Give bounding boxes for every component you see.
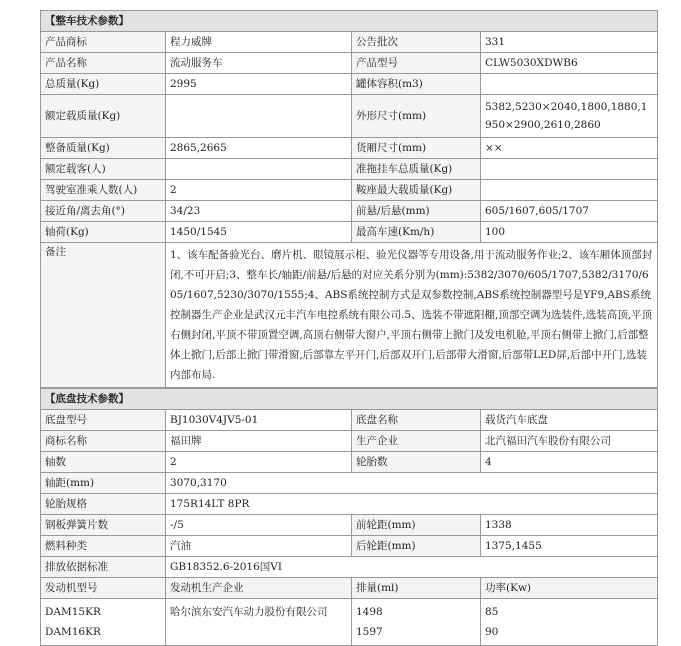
product-name-value: 流动服务车 xyxy=(166,53,352,74)
total-mass-value: 2995 xyxy=(166,74,352,95)
product-name-label: 产品名称 xyxy=(41,53,166,74)
cab-passengers-label: 驾驶室准乘人数(人) xyxy=(41,180,166,201)
notes-label: 备注 xyxy=(41,243,166,388)
chassis-section-title: 【底盘技术参数】 xyxy=(41,389,658,410)
front-track-label: 前轮距(mm) xyxy=(352,515,481,536)
chassis-name-value: 载货汽车底盘 xyxy=(481,410,658,431)
dimensions-value: 5382,5230×2040,1800,1880,1950×2900,2610,2860 xyxy=(481,95,658,138)
engine-models-cell xyxy=(41,599,166,646)
emission-value: GB18352.6-2016国VI xyxy=(166,557,658,578)
approach-departure-value: 34/23 xyxy=(166,201,352,222)
emission-label: 排放依据标准 xyxy=(41,557,166,578)
power-value: 85 xyxy=(485,606,499,618)
tire-count-value: 4 xyxy=(481,452,658,473)
chassis-maker-value: 北汽福田汽车股份有限公司 xyxy=(481,431,658,452)
rated-load-value xyxy=(166,95,352,138)
cargo-dims-label: 货厢尺寸(mm) xyxy=(352,138,481,159)
dimensions-label: 外形尺寸(mm) xyxy=(352,95,481,138)
axle-load-label: 轴荷(Kg) xyxy=(41,222,166,243)
cab-passengers-value: 2 xyxy=(166,180,352,201)
overhang-value: 605/1607,605/1707 xyxy=(481,201,658,222)
displacement-header: 排量(ml) xyxy=(352,578,481,599)
rear-track-label: 后轮距(mm) xyxy=(352,536,481,557)
rated-load-label: 额定载质量(Kg) xyxy=(41,95,166,138)
chassis-brand-label: 商标名称 xyxy=(41,431,166,452)
batch-value: 331 xyxy=(481,32,658,53)
axles-value: 2 xyxy=(166,452,352,473)
max-speed-label: 最高车速(Km/h) xyxy=(352,222,481,243)
tire-spec-value: 175R14LT 8PR xyxy=(166,494,658,515)
fuel-value: 汽油 xyxy=(166,536,352,557)
curb-mass-label: 整备质量(Kg) xyxy=(41,138,166,159)
tank-volume-value xyxy=(481,74,658,95)
rated-passengers-label: 额定载客(人) xyxy=(41,159,166,180)
wheelbase-value: 3070,3170 xyxy=(166,473,658,494)
engine-maker-value: 哈尔滨东安汽车动力股份有限公司 xyxy=(166,599,352,646)
displacements-cell xyxy=(352,599,481,646)
spec-sheet xyxy=(40,10,657,646)
trailer-mass-value xyxy=(481,159,658,180)
tire-spec-label: 轮胎规格 xyxy=(41,494,166,515)
power-header: 功率(Kw) xyxy=(481,578,658,599)
chassis-model-value: BJ1030V4JV5-01 xyxy=(166,410,352,431)
total-mass-label: 总质量(Kg) xyxy=(41,74,166,95)
chassis-name-label: 底盘名称 xyxy=(352,410,481,431)
chassis-model-label: 底盘型号 xyxy=(41,410,166,431)
cargo-dims-value: ×× xyxy=(481,138,658,159)
product-model-value: CLW5030XDWB6 xyxy=(481,53,658,74)
chassis-spec-table xyxy=(40,388,658,646)
notes-text: 1、该车配备验光台、磨片机、眼镜展示柜、验光仪器等专用设备,用于流动服务作业;2、该车厢体顶部封闭,不可开启;3、整车长/轴距/前悬/后悬的对应关系分别为(mm):5382/3070/605/1707,5382/3170/605/1607,5230/3070/1555;4、ABS系统控制方式是双参数控制,ABS系统控制器型号是YF9,ABS系统控制器生产企业是武汉元丰汽车电控系统有限公司.5、选装不带遮阳棚,顶部空调为选装件,选装高顶,平顶右侧封闭,平顶不带顶置空调,高顶右侧带大窗户,平顶右侧带上掀门及发电机舱,平顶右侧带上掀门,后部整体上掀门,后部上掀门带滑窗,后部靠左平开门,后部双开门,后部带大滑窗,后部带LED屏,后部中开门,选装内部布局. xyxy=(166,243,658,388)
displacement-value: 1597 xyxy=(356,626,383,638)
brand-label: 产品商标 xyxy=(41,32,166,53)
overhang-label: 前悬/后悬(mm) xyxy=(352,201,481,222)
power-value: 90 xyxy=(485,626,499,638)
axle-load-value: 1450/1545 xyxy=(166,222,352,243)
spring-value: -/5 xyxy=(166,515,352,536)
powers-cell xyxy=(481,599,658,646)
fuel-label: 燃料种类 xyxy=(41,536,166,557)
chassis-brand-value: 福田牌 xyxy=(166,431,352,452)
engine-model-header: 发动机型号 xyxy=(41,578,166,599)
vehicle-spec-table xyxy=(40,10,658,388)
approach-departure-label: 接近角/离去角(°) xyxy=(41,201,166,222)
curb-mass-value: 2865,2665 xyxy=(166,138,352,159)
displacement-value: 1498 xyxy=(356,606,383,618)
brand-value: 程力威牌 xyxy=(166,32,352,53)
product-model-label: 产品型号 xyxy=(352,53,481,74)
engine-model: DAM16KR xyxy=(45,626,101,638)
saddle-load-value xyxy=(481,180,658,201)
rear-track-value: 1375,1455 xyxy=(481,536,658,557)
wheelbase-label: 轴距(mm) xyxy=(41,473,166,494)
tank-volume-label: 罐体容积(m3) xyxy=(352,74,481,95)
vehicle-section-title: 【整车技术参数】 xyxy=(41,11,658,32)
front-track-value: 1338 xyxy=(481,515,658,536)
batch-label: 公告批次 xyxy=(352,32,481,53)
max-speed-value: 100 xyxy=(481,222,658,243)
spring-label: 钢板弹簧片数 xyxy=(41,515,166,536)
engine-maker-header: 发动机生产企业 xyxy=(166,578,352,599)
engine-model: DAM15KR xyxy=(45,606,101,618)
trailer-mass-label: 准拖挂车总质量(Kg) xyxy=(352,159,481,180)
axles-label: 轴数 xyxy=(41,452,166,473)
rated-passengers-value xyxy=(166,159,352,180)
chassis-maker-label: 生产企业 xyxy=(352,431,481,452)
saddle-load-label: 鞍座最大载质量(Kg) xyxy=(352,180,481,201)
tire-count-label: 轮胎数 xyxy=(352,452,481,473)
